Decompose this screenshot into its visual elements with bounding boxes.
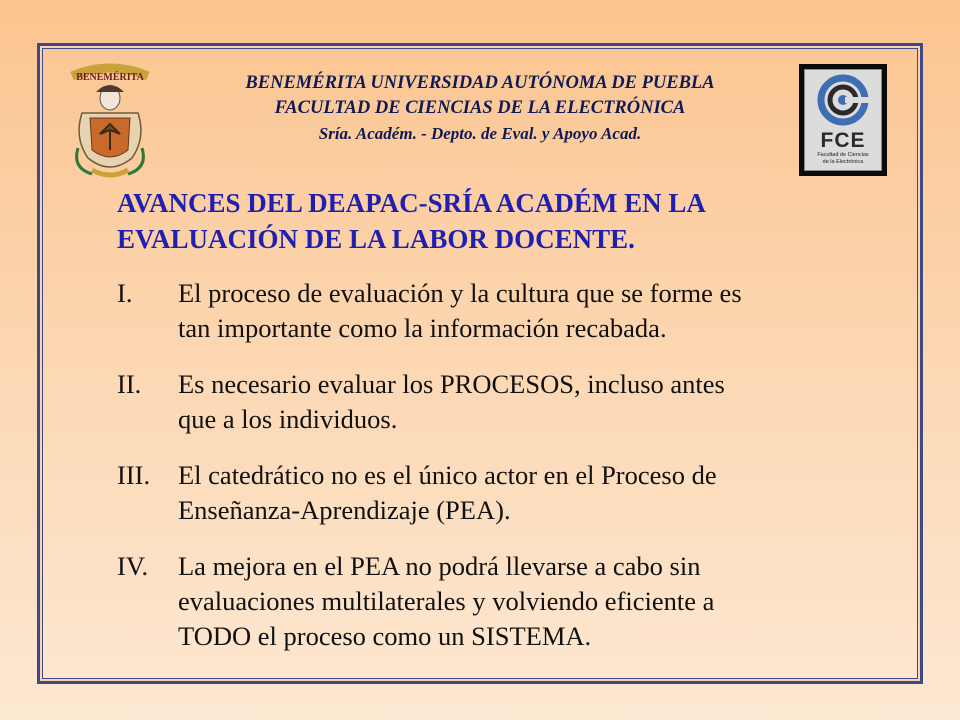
- list-item: [117, 367, 897, 437]
- university-name: BENEMÉRITA UNIVERSIDAD AUTÓNOMA DE PUEBLA: [245, 73, 715, 93]
- list-item: [117, 458, 897, 528]
- faculty-name: FACULTAD DE CIENCIAS DE LA ELECTRÓNICA: [274, 98, 686, 118]
- item-text: La mejora en el PEA no podrá llevarse a cabo sin evaluaciones multilaterales y volviendo eficiente a TODO el proceso como un SISTEMA.: [178, 551, 715, 651]
- slide-title: [117, 185, 837, 257]
- item-text: El proceso de evaluación y la cultura que se forme es tan importante como la información recabada.: [178, 278, 742, 343]
- fce-logo-text: FCE: [820, 129, 866, 152]
- item-number: IV.: [117, 551, 149, 581]
- item-text: Es necesario evaluar los PROCESOS, incluso antes que a los individuos.: [178, 369, 725, 434]
- list-item: [117, 549, 897, 654]
- points-list: [117, 276, 897, 675]
- fce-logo-subtitle: Facultad de Ciencias de la Electrónica: [817, 152, 869, 165]
- department-name: Sría. Académ. - Depto. de Eval. y Apoyo Acad.: [318, 124, 642, 143]
- item-text: El catedrático no es el único actor en el Proceso de Enseñanza-Aprendizaje (PEA).: [178, 460, 717, 525]
- item-number: III.: [117, 460, 151, 490]
- item-number: II.: [117, 369, 142, 399]
- buap-crest-icon: [62, 58, 158, 182]
- crest-lettering: BENEMÉRITA: [76, 72, 144, 83]
- fce-logo-icon: [799, 64, 887, 176]
- institution-header: [160, 71, 800, 146]
- title-line-2: EVALUACIÓN DE LA LABOR DOCENTE.: [117, 224, 635, 254]
- item-number: I.: [117, 278, 133, 308]
- title-line-1: AVANCES DEL DEAPAC-SRÍA ACADÉM EN LA: [117, 188, 706, 218]
- list-item: [117, 276, 897, 346]
